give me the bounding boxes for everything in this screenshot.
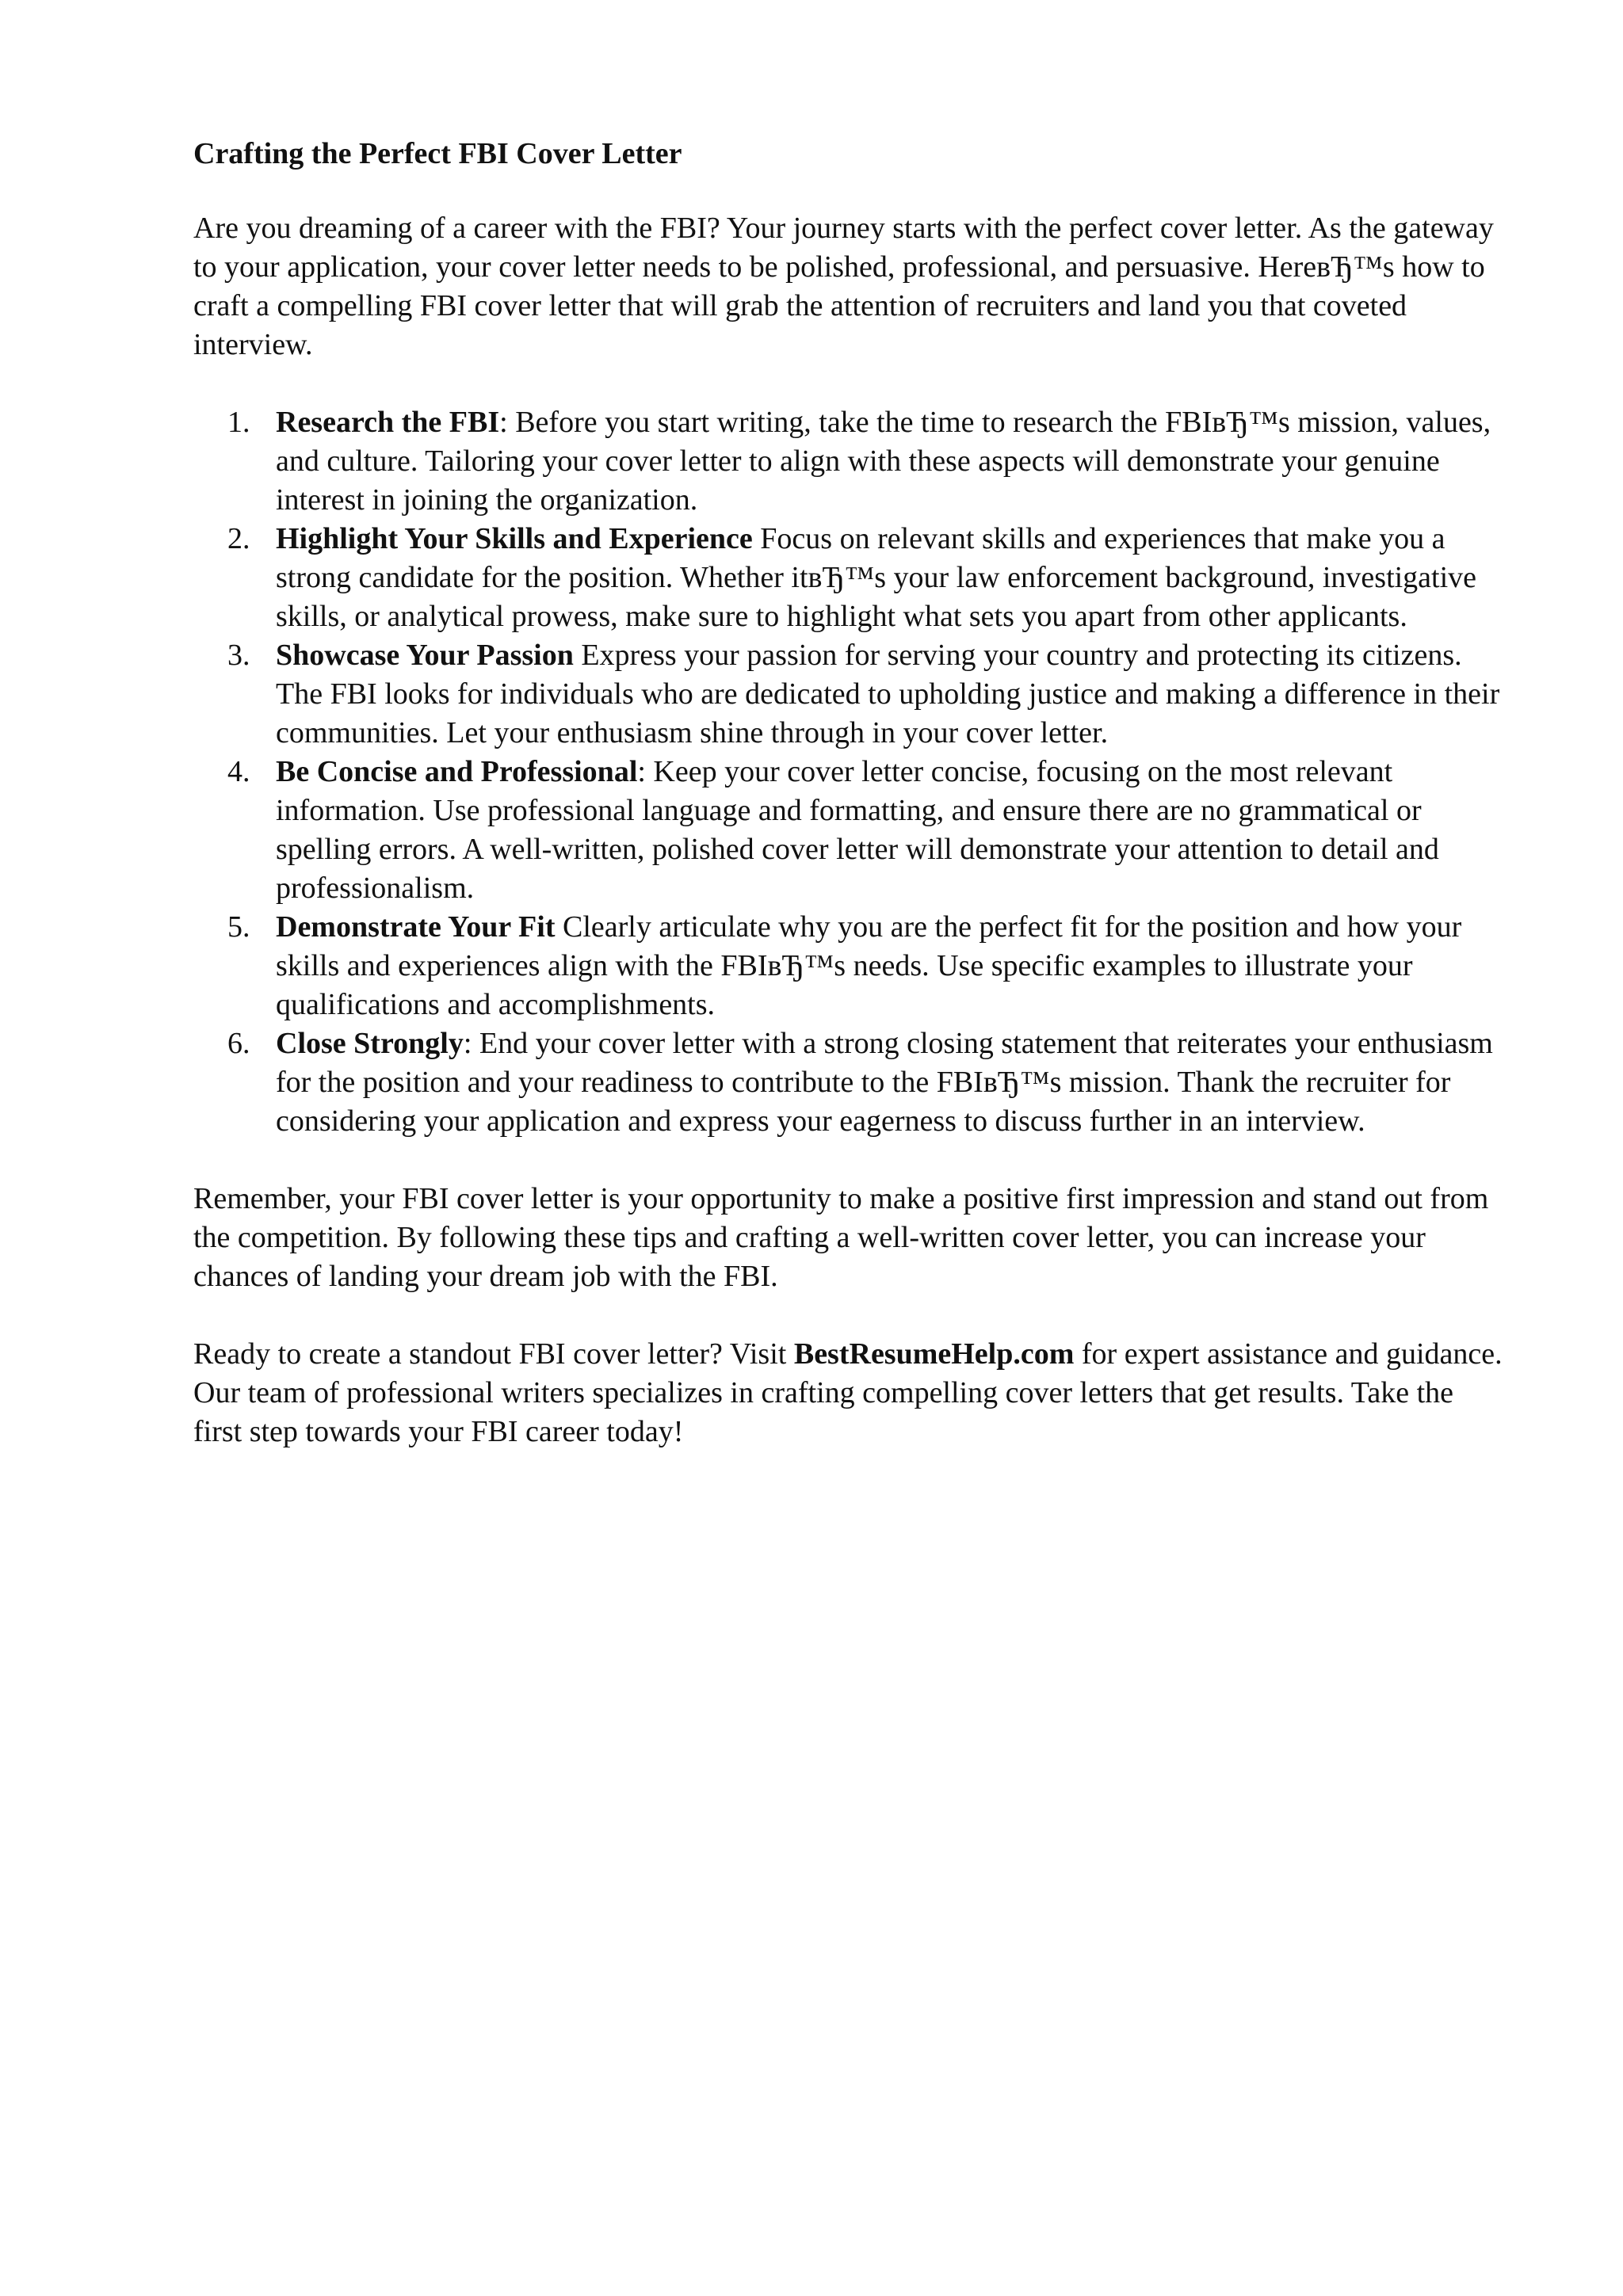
tips-list <box>193 403 1509 1141</box>
tip-number: 3. <box>227 639 250 672</box>
tip-heading: Be Concise and Professional <box>276 755 638 788</box>
tip-heading: Highlight Your Skills and Experience <box>276 522 753 555</box>
document-page <box>193 135 1509 1490</box>
conclusion-paragraph: Remember, your FBI cover letter is your opportunity to make a positive first impression and stand out from the competition. By following these tips and crafting a well-written cover letter, you can increase your chances of landing your dream job with the FBI. <box>193 1182 1489 1293</box>
tip-text: Clearly articulate why you are the perfect fit for the position and how your skills and experiences align with the FBIвЂ™s needs. Use specific examples to illustrate your qualifications and accomplishments. <box>276 910 1462 1021</box>
website-link[interactable]: BestResumeHelp.com <box>793 1337 1075 1371</box>
intro-paragraph: Are you dreaming of a career with the FBI? Your journey starts with the perfect cover letter. As the gateway to your application, your cover letter needs to be polished, professional, and persuasive. HereвЂ™s how to craft a compelling FBI cover letter that will grab the attention of recruiters and land you that coveted interview. <box>193 212 1494 361</box>
tip-item <box>193 1024 1509 1141</box>
cta-text-before: Ready to create a standout FBI cover letter? Visit <box>193 1337 794 1371</box>
tip-heading: Close Strongly <box>276 1027 464 1060</box>
cta-paragraph <box>193 1335 1509 1451</box>
tip-number: 2. <box>227 522 250 555</box>
tip-text: : End your cover letter with a strong closing statement that reiterates your enthusiasm for the position and your readiness to contribute to the FBIвЂ™s mission. Thank the recruiter for considering your application and express your eagerness to discuss further in an interview. <box>276 1027 1493 1138</box>
tip-heading: Research the FBI <box>276 406 500 439</box>
document-title: Crafting the Perfect FBI Cover Letter <box>193 137 682 170</box>
tip-item <box>193 403 1509 520</box>
tip-heading: Showcase Your Passion <box>276 639 574 672</box>
tip-number: 4. <box>227 755 250 788</box>
tip-text: : Before you start writing, take the time to research the FBIвЂ™s mission, values, and culture. Tailoring your cover letter to align with these aspects will demonstrate your genuine interest in joining the organization. <box>276 406 1491 517</box>
tip-item <box>193 908 1509 1024</box>
tip-text: Focus on relevant skills and experiences that make you a strong candidate for the position. Whether itвЂ™s your law enforcement background, investigative skills, or analytical prowess, make sure to highlight what sets you apart from other applicants. <box>276 522 1477 633</box>
cta-text-after: for expert assistance and guidance. Our team of professional writers specializes in crafting compelling cover letters that get results. Take the first step towards your FBI career today! <box>193 1337 1503 1448</box>
tip-number: 5. <box>227 910 250 944</box>
tip-number: 6. <box>227 1027 250 1060</box>
tip-item <box>193 753 1509 908</box>
tip-number: 1. <box>227 406 250 439</box>
tip-text: Express your passion for serving your country and protecting its citizens. The FBI looks for individuals who are dedicated to upholding justice and making a difference in their communities. Let your enthusiasm shine through in your cover letter. <box>276 639 1500 749</box>
tip-item <box>193 520 1509 636</box>
tip-text: : Keep your cover letter concise, focusing on the most relevant information. Use professional language and formatting, and ensure there are no grammatical or spelling errors. A well-written, polished cover letter will demonstrate your attention to detail and professionalism. <box>276 755 1439 905</box>
tip-item <box>193 636 1509 753</box>
tip-heading: Demonstrate Your Fit <box>276 910 556 944</box>
